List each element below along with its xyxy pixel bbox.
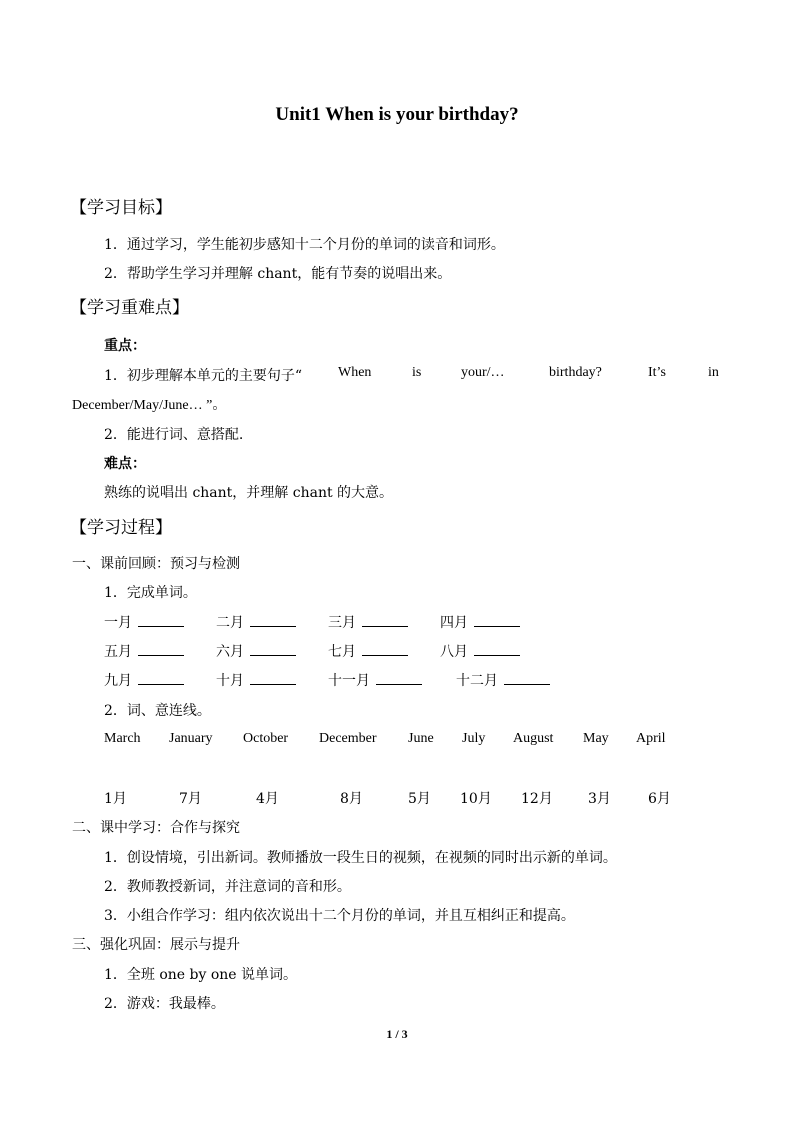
english-month: October [243,731,289,746]
key-item-2: 2．能进行词、意搭配. [104,427,244,443]
chinese-month: 7月 [179,791,202,807]
english-month: April [636,731,666,746]
chinese-month: 6月 [648,791,671,807]
chinese-month: 3月 [588,791,611,807]
part-2-item-1: 1．创设情境，引出新词。教师播放一段生日的视频，在视频的同时出示新的单词。 [104,850,617,866]
english-month: June [408,731,434,746]
part-3-heading: 三、强化巩固：展示与提升 [72,937,240,953]
key-item-1-word: birthday? [549,365,602,380]
chinese-month: 8月 [340,791,363,807]
difficulty-text: 熟练的说唱出 chant，并理解 chant 的大意。 [104,485,394,501]
part-2-item-3: 3．小组合作学习：组内依次说出十二个月份的单词，并且互相纠正和提高。 [104,908,575,924]
month-blank: 六月 [216,641,296,661]
key-item-1-word: When [338,365,372,380]
key-item-1-continuation: December/May/June… ”。 [72,398,227,413]
goal-item-2: 2．帮助学生学习并理解 chant，能有节奏的说唱出来。 [104,266,452,282]
section-heading-process: 【学习过程】 [70,518,172,538]
part-1-item-1: 1．完成单词。 [104,585,197,601]
english-month: August [513,731,554,746]
english-month: July [462,731,486,746]
page-title: Unit1 When is your birthday? [275,104,519,125]
english-month: December [319,731,377,746]
month-blank: 十一月 [328,670,422,690]
chinese-month: 12月 [521,791,553,807]
section-heading-goals: 【学习目标】 [70,198,172,218]
part-3-item-2: 2．游戏：我最棒。 [104,996,225,1012]
key-item-1-word: It’s [648,365,666,380]
key-label: 重点： [104,338,146,354]
part-2-heading: 二、课中学习：合作与探究 [72,820,240,836]
key-item-1-word: is [412,365,422,380]
month-blank: 十月 [216,670,296,690]
month-blank: 一月 [104,612,184,632]
month-blank: 九月 [104,670,184,690]
key-item-1-word: in [708,365,719,380]
chinese-month: 1月 [104,791,127,807]
part-1-heading: 一、课前回顾：预习与检测 [72,556,240,572]
month-blank: 四月 [440,612,520,632]
part-2-item-2: 2．教师教授新词，并注意词的音和形。 [104,879,351,895]
key-item-1-word: your/… [461,365,505,380]
english-month: January [169,731,213,746]
month-blank: 七月 [328,641,408,661]
month-blank: 二月 [216,612,296,632]
chinese-month: 4月 [256,791,279,807]
english-month: March [104,731,141,746]
month-blank: 十二月 [456,670,550,690]
goal-item-1: 1．通过学习，学生能初步感知十二个月份的单词的读音和词形。 [104,237,505,253]
chinese-month: 10月 [460,791,492,807]
page-number: 1 / 3 [386,1027,408,1041]
english-month: May [583,731,609,746]
key-item-1-lead: 1．初步理解本单元的主要句子“ [104,368,303,384]
month-blank: 五月 [104,641,184,661]
difficulty-label: 难点： [104,456,146,472]
part-1-item-2: 2．词、意连线。 [104,703,211,719]
month-blank: 八月 [440,641,520,661]
month-blank: 三月 [328,612,408,632]
chinese-month: 5月 [408,791,431,807]
part-3-item-1: 1．全班 one by one 说单词。 [104,967,298,983]
section-heading-key-points: 【学习重难点】 [70,298,189,318]
